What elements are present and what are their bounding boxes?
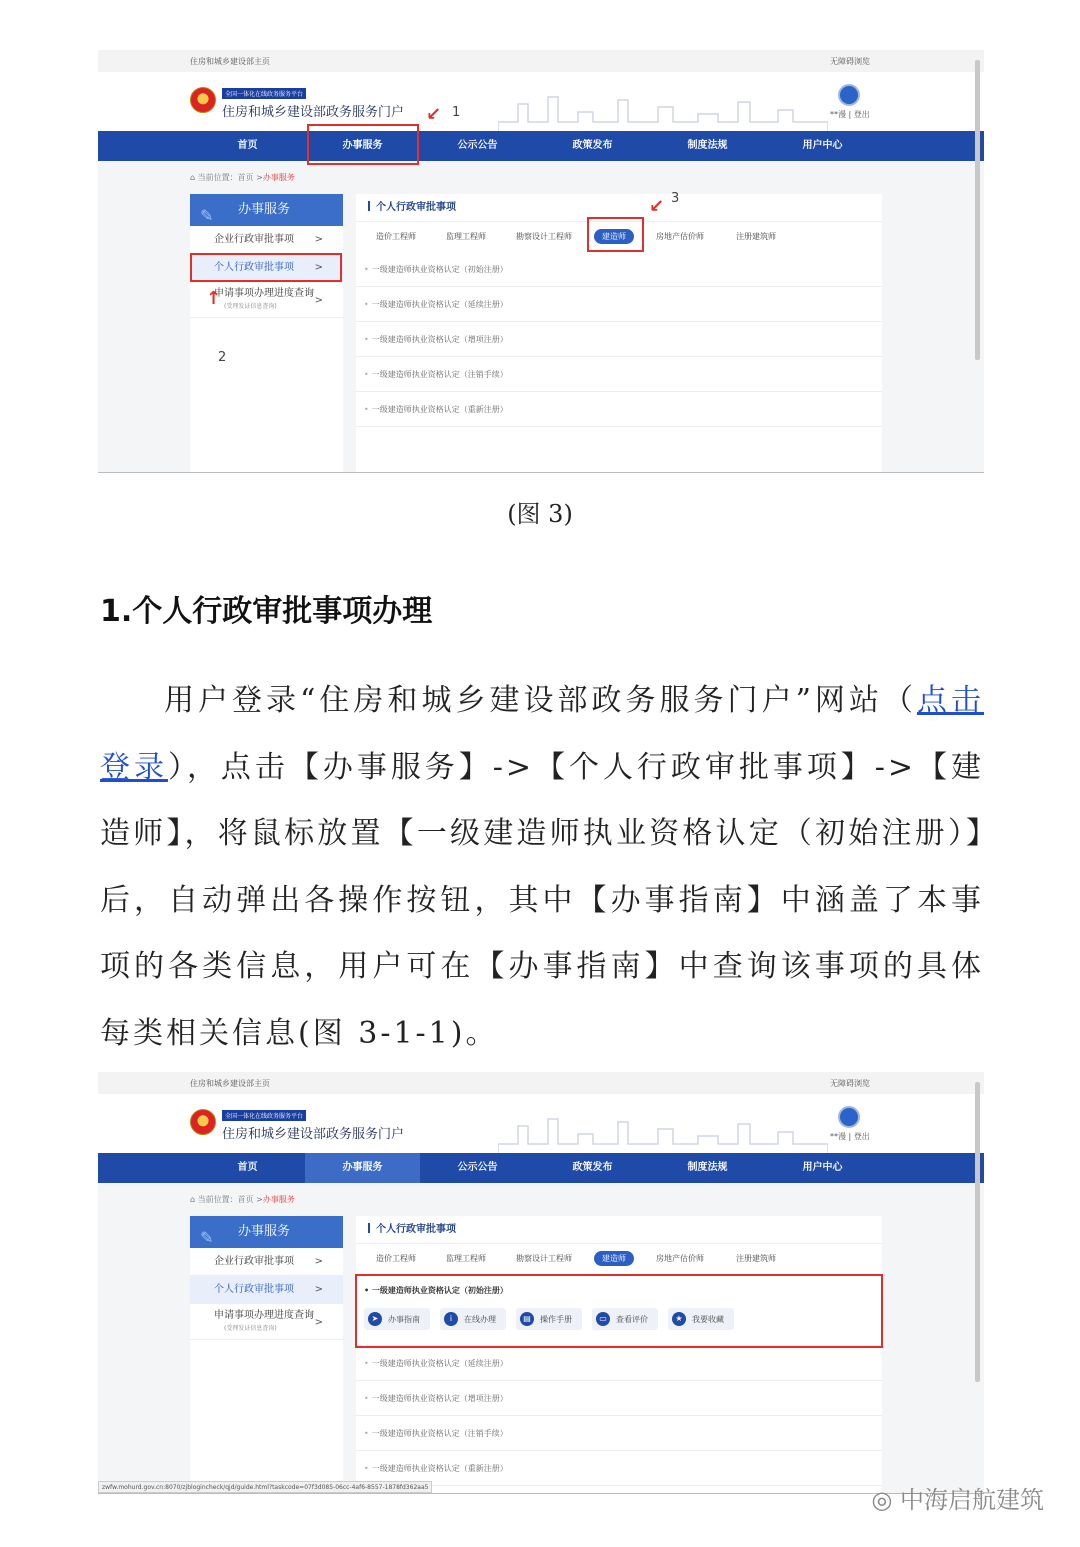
star-icon: ★ bbox=[672, 1312, 686, 1326]
section-heading: 1.个人行政审批事项办理 bbox=[100, 594, 433, 629]
platform-tag: 全国一体化在线政务服务平台 bbox=[222, 1110, 306, 1121]
step-marker-2: 2 bbox=[218, 350, 227, 365]
portal-title[interactable]: 住房和城乡建设部政务服务门户 bbox=[222, 1127, 405, 1142]
national-emblem-icon bbox=[190, 87, 216, 113]
user-avatar-icon[interactable] bbox=[838, 1106, 860, 1128]
login-link[interactable]: 点击登录 bbox=[100, 683, 984, 785]
main-title: 个人行政审批事项 bbox=[356, 1216, 882, 1244]
nav-home[interactable]: 首页 bbox=[237, 140, 258, 151]
highlight-services bbox=[307, 124, 419, 165]
screenshot-figure-3-1-1 bbox=[98, 1072, 984, 1494]
main-panel bbox=[356, 1216, 882, 1494]
scrollbar[interactable] bbox=[975, 60, 980, 360]
highlight-constructor-tab bbox=[587, 217, 644, 252]
pin-icon: ✎ bbox=[200, 1228, 214, 1247]
tab-survey-engineer[interactable]: 勘察设计工程师 bbox=[516, 232, 572, 241]
tab-supervision-engineer[interactable]: 监理工程师 bbox=[446, 1254, 486, 1263]
main-nav bbox=[98, 1153, 984, 1183]
sidebar-item-personal[interactable]: 个人行政审批事项 > bbox=[190, 254, 343, 282]
sidebar-title bbox=[190, 194, 343, 226]
sidebar-title bbox=[190, 1216, 343, 1248]
breadcrumb-current: 办事服务 bbox=[262, 1195, 295, 1204]
list-item[interactable]: • 一级建造师执业资格认定（重新注册） bbox=[356, 1451, 882, 1486]
national-emblem-icon bbox=[190, 1109, 216, 1135]
step-marker-1: 1 bbox=[452, 105, 461, 120]
nav-policy[interactable]: 政策发布 bbox=[572, 1162, 613, 1173]
top-bar bbox=[98, 50, 984, 72]
top-bar bbox=[98, 1072, 984, 1094]
annotation-arrow-icon: ↙ bbox=[426, 104, 442, 125]
ministry-home-link[interactable]: 住房和城乡建设部主页 bbox=[190, 57, 270, 66]
portal-header bbox=[98, 72, 984, 131]
nav-notices[interactable]: 公示公告 bbox=[457, 1162, 498, 1173]
list-item[interactable]: • 一级建造师执业资格认定（增项注册） bbox=[356, 322, 882, 357]
home-icon[interactable]: ⌂ bbox=[190, 1195, 198, 1204]
list-item[interactable]: • 一级建造师执业资格认定（延续注册） bbox=[356, 1346, 882, 1381]
main-nav bbox=[98, 131, 984, 161]
accessibility-link[interactable]: 无障碍浏览 bbox=[830, 57, 870, 66]
user-avatar-icon[interactable] bbox=[838, 84, 860, 106]
tab-cost-engineer[interactable]: 造价工程师 bbox=[376, 232, 416, 241]
tab-supervision-engineer[interactable]: 监理工程师 bbox=[446, 232, 486, 241]
annotation-arrow-icon: ↑ bbox=[206, 288, 222, 309]
skyline-decoration bbox=[498, 1114, 828, 1153]
list-item[interactable]: • 一级建造师执业资格认定（重新注册） bbox=[356, 392, 882, 427]
status-url: zwfw.mohurd.gov.cn:8070/zjblogincheck/qjd/guide.html?taskcode=07f3d085-06cc-4af6-8557-1878fd362aa5 bbox=[98, 1481, 432, 1493]
sidebar bbox=[190, 194, 343, 473]
nav-services[interactable]: 办事服务 bbox=[305, 1153, 420, 1183]
scrollbar[interactable] bbox=[975, 1082, 980, 1382]
user-login-status[interactable]: **漫 | 登出 bbox=[830, 1132, 870, 1141]
breadcrumb bbox=[190, 1194, 295, 1205]
instruction-paragraph: 用户登录“住房和城乡建设部政务服务门户”网站（点击登录），点击【办事服务】->【个人行政审批事项】->【建造师】，将鼠标放置【一级建造师执业资格认定（初始注册）】后，自动弹出各操作按钮，其中【办事指南】中涵盖了本事项的各类信息，用户可在【办事指南】中查询该事项的具体每类相关信息(图 3-1-1)。 bbox=[100, 683, 985, 1051]
nav-notices[interactable]: 公示公告 bbox=[457, 140, 498, 151]
tab-constructor[interactable]: 建造师 bbox=[594, 1251, 634, 1266]
nav-regulations[interactable]: 制度法规 bbox=[687, 140, 728, 151]
step-marker-3: 3 bbox=[671, 191, 680, 206]
sidebar-item-personal[interactable]: 个人行政审批事项 > bbox=[190, 1276, 343, 1304]
nav-services[interactable]: 办事服务 bbox=[342, 140, 383, 151]
review-button[interactable]: ▭ 查看评价 bbox=[592, 1308, 658, 1330]
tab-appraiser[interactable]: 房地产估价师 bbox=[656, 1254, 704, 1263]
screenshot-figure-3 bbox=[98, 50, 984, 473]
list-item[interactable]: • 一级建造师执业资格认定（注销手续） bbox=[356, 1416, 882, 1451]
profession-tabs bbox=[356, 1244, 882, 1274]
highlight-expanded-item bbox=[355, 1274, 883, 1348]
portal-title[interactable]: 住房和城乡建设部政务服务门户 bbox=[222, 105, 405, 120]
sidebar-item-enterprise[interactable]: 企业行政审批事项 > bbox=[190, 226, 343, 254]
favorite-button[interactable]: ★ 我要收藏 bbox=[668, 1308, 734, 1330]
nav-home[interactable]: 首页 bbox=[237, 1162, 258, 1173]
wechat-watermark: ◎ 中海启航建筑 bbox=[871, 1486, 1044, 1514]
online-apply-button[interactable]: i 在线办理 bbox=[440, 1308, 506, 1330]
guide-button[interactable]: ➤ 办事指南 bbox=[364, 1308, 430, 1330]
tab-architect[interactable]: 注册建筑师 bbox=[736, 232, 776, 241]
list-item[interactable]: • 一级建造师执业资格认定（初始注册） bbox=[356, 252, 882, 287]
info-icon: i bbox=[444, 1312, 458, 1326]
nav-regulations[interactable]: 制度法规 bbox=[687, 1162, 728, 1173]
tab-constructor[interactable]: 建造师 bbox=[594, 229, 634, 244]
pin-icon: ✎ bbox=[200, 206, 214, 225]
ministry-home-link[interactable]: 住房和城乡建设部主页 bbox=[190, 1079, 270, 1088]
platform-tag: 全国一体化在线政务服务平台 bbox=[222, 88, 306, 99]
breadcrumb-prefix: 当前位置：首页 > bbox=[197, 173, 263, 182]
sidebar-item-progress[interactable]: 申请事项办理进度查询 (受理发证信息查询) > bbox=[190, 282, 343, 318]
breadcrumb-prefix: 当前位置：首页 > bbox=[197, 1195, 263, 1204]
tab-appraiser[interactable]: 房地产估价师 bbox=[656, 232, 704, 241]
sidebar-title-text: 办事服务 bbox=[238, 1224, 291, 1239]
nav-user-center[interactable]: 用户中心 bbox=[802, 1162, 843, 1173]
tab-cost-engineer[interactable]: 造价工程师 bbox=[376, 1254, 416, 1263]
breadcrumb bbox=[190, 172, 295, 183]
home-icon[interactable]: ⌂ bbox=[190, 173, 198, 182]
wechat-icon: ◎ bbox=[871, 1486, 900, 1514]
accessibility-link[interactable]: 无障碍浏览 bbox=[830, 1079, 870, 1088]
manual-button[interactable]: ▤ 操作手册 bbox=[516, 1308, 582, 1330]
portal-header bbox=[98, 1094, 984, 1153]
highlight-personal bbox=[190, 253, 342, 282]
breadcrumb-current: 办事服务 bbox=[262, 173, 295, 182]
user-login-status[interactable]: **漫 | 登出 bbox=[830, 110, 870, 119]
expanded-item-title[interactable]: • 一级建造师执业资格认定（初始注册） bbox=[364, 1286, 508, 1295]
comment-icon: ▭ bbox=[596, 1312, 610, 1326]
sidebar-item-enterprise[interactable]: 企业行政审批事项 > bbox=[190, 1248, 343, 1276]
compass-icon: ➤ bbox=[368, 1312, 382, 1326]
sidebar bbox=[190, 1216, 343, 1494]
skyline-decoration bbox=[498, 92, 828, 131]
nav-user-center[interactable]: 用户中心 bbox=[802, 140, 843, 151]
main-title: 个人行政审批事项 bbox=[356, 194, 882, 222]
annotation-arrow-icon: ↙ bbox=[649, 196, 665, 217]
sidebar-item-progress[interactable]: 申请事项办理进度查询 (受理发证信息查询) > bbox=[190, 1304, 343, 1340]
sidebar-title-text: 办事服务 bbox=[238, 202, 291, 217]
nav-policy[interactable]: 政策发布 bbox=[572, 140, 613, 151]
figure-caption: (图 3) bbox=[507, 500, 573, 528]
tab-architect[interactable]: 注册建筑师 bbox=[736, 1254, 776, 1263]
book-icon: ▤ bbox=[520, 1312, 534, 1326]
list-item[interactable]: • 一级建造师执业资格认定（注销手续） bbox=[356, 357, 882, 392]
list-item[interactable]: • 一级建造师执业资格认定（增项注册） bbox=[356, 1381, 882, 1416]
list-item[interactable]: • 一级建造师执业资格认定（延续注册） bbox=[356, 287, 882, 322]
tab-survey-engineer[interactable]: 勘察设计工程师 bbox=[516, 1254, 572, 1263]
